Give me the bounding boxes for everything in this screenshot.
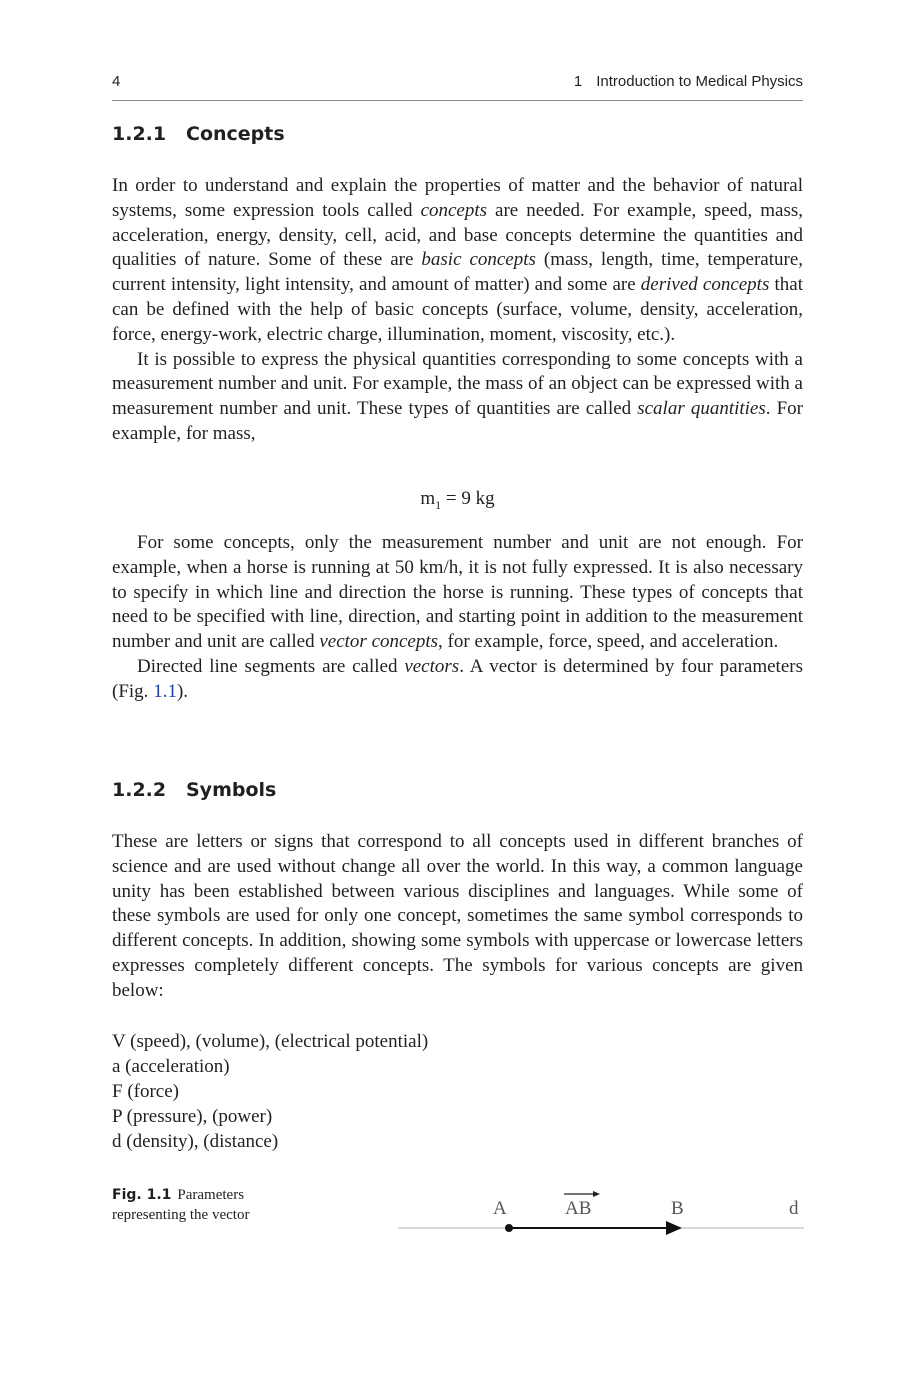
text-run: In order to understand and explain the properties of matter and the behavior of natural systems, some expression tools called xyxy=(112,175,803,221)
section-number: 1.2.1 xyxy=(112,123,167,145)
paragraph xyxy=(112,174,803,348)
figure-label: Fig. 1.1 xyxy=(112,1187,172,1203)
text-run: These are letters or signs that correspond to all concepts used in different branches of science and are used without change all over the world. In this way, a common language unity has been established between various disciplines and languages. While some of these symbols are used for only one concept, sometimes the same symbol corresponds to different concepts. In addition, showing some symbols with uppercase or lowercase letters expresses completely different concepts. The symbols for various concepts are given below: xyxy=(112,831,803,1001)
list-item: F (force) xyxy=(112,1081,179,1102)
figure-caption-text: Parameters representing the vector xyxy=(112,1187,250,1223)
vector-figure xyxy=(398,1185,804,1245)
italic-term: basic concepts xyxy=(421,249,536,271)
text-run: are needed. For example, speed, mass, acceleration, energy, density, cell, acid, and base concepts determine the quantities and qualities of nature. Some of these are xyxy=(112,199,803,271)
text-run: It is possible to express the physical quantities corresponding to some concepts with a measurement number and unit. For example, the mass of an object can be expressed with a measurement number and unit. These types of quantities are called xyxy=(112,348,803,420)
italic-term: concepts xyxy=(420,199,488,221)
italic-term: vectors xyxy=(404,655,460,677)
section-number: 1.2.2 xyxy=(112,779,167,801)
running-title xyxy=(574,73,803,90)
section-title: Symbols xyxy=(186,779,277,801)
figure-reference-link[interactable]: 1.1 xyxy=(153,680,177,702)
list-item: V (speed), (volume), (electrical potential) xyxy=(112,1031,429,1052)
section-heading-concepts xyxy=(112,123,285,145)
text-run: ). xyxy=(176,680,189,702)
section-heading-symbols xyxy=(112,779,276,801)
list-item: d (density), (distance) xyxy=(112,1131,279,1152)
equation xyxy=(112,488,803,513)
running-header xyxy=(112,72,803,101)
equation-rhs: = 9 kg xyxy=(441,488,495,509)
paragraph xyxy=(112,655,803,705)
symbol-list xyxy=(112,1029,428,1154)
list-item: a (acceleration) xyxy=(112,1056,230,1077)
symbols-text xyxy=(112,830,803,1004)
paragraph xyxy=(112,830,803,1004)
line-d-label: d xyxy=(789,1198,799,1219)
text-run: Directed line segments are called xyxy=(137,655,405,677)
chapter-number: 1 xyxy=(573,73,583,90)
vector-concepts-text xyxy=(112,531,803,705)
arrowhead-icon xyxy=(666,1221,682,1235)
point-a-label: A xyxy=(493,1198,507,1219)
italic-term: derived concepts xyxy=(640,274,770,296)
text-run: For some concepts, only the measurement number and unit are not enough. For example, when a horse is running at 50 km/h, it is not fully expressed. It is also necessary to specify in which line and direction the horse is running. These types of concepts that need to be specified with line, direction, and starting point in addition to the measurement number and unit are called xyxy=(112,532,803,653)
list-item: P (pressure), (power) xyxy=(112,1106,273,1127)
text-run: (mass, length, time, temperature, current intensity, light intensity, and amount of matter) and some are xyxy=(112,249,804,296)
chapter-title: Introduction to Medical Physics xyxy=(596,73,803,90)
point-a-dot xyxy=(505,1224,513,1232)
text-run: , for example, force, speed, and acceleration. xyxy=(438,631,779,653)
equation-lhs: m xyxy=(420,488,436,509)
paragraph xyxy=(112,348,803,447)
text-run: . A vector is determined by four parameters (Fig. xyxy=(112,655,803,702)
text-run: . For example, for mass, xyxy=(112,398,803,444)
vector-label: AB xyxy=(565,1198,592,1219)
italic-term: scalar quantities xyxy=(637,398,766,420)
text-run: that can be defined with the help of basic concepts (surface, volume, density, acceleration, force, energy-work, electric charge, illumination, moment, viscosity, etc.). xyxy=(112,274,803,345)
page-number: 4 xyxy=(112,73,121,90)
equation-subscript: 1 xyxy=(435,497,442,512)
section-title: Concepts xyxy=(186,123,285,145)
paragraph xyxy=(112,531,803,655)
vector-overline-arrow-icon xyxy=(593,1191,600,1197)
italic-term: vector concepts xyxy=(319,631,439,653)
figure-caption xyxy=(112,1185,312,1225)
point-b-label: B xyxy=(671,1198,684,1219)
concepts-text xyxy=(112,174,803,447)
